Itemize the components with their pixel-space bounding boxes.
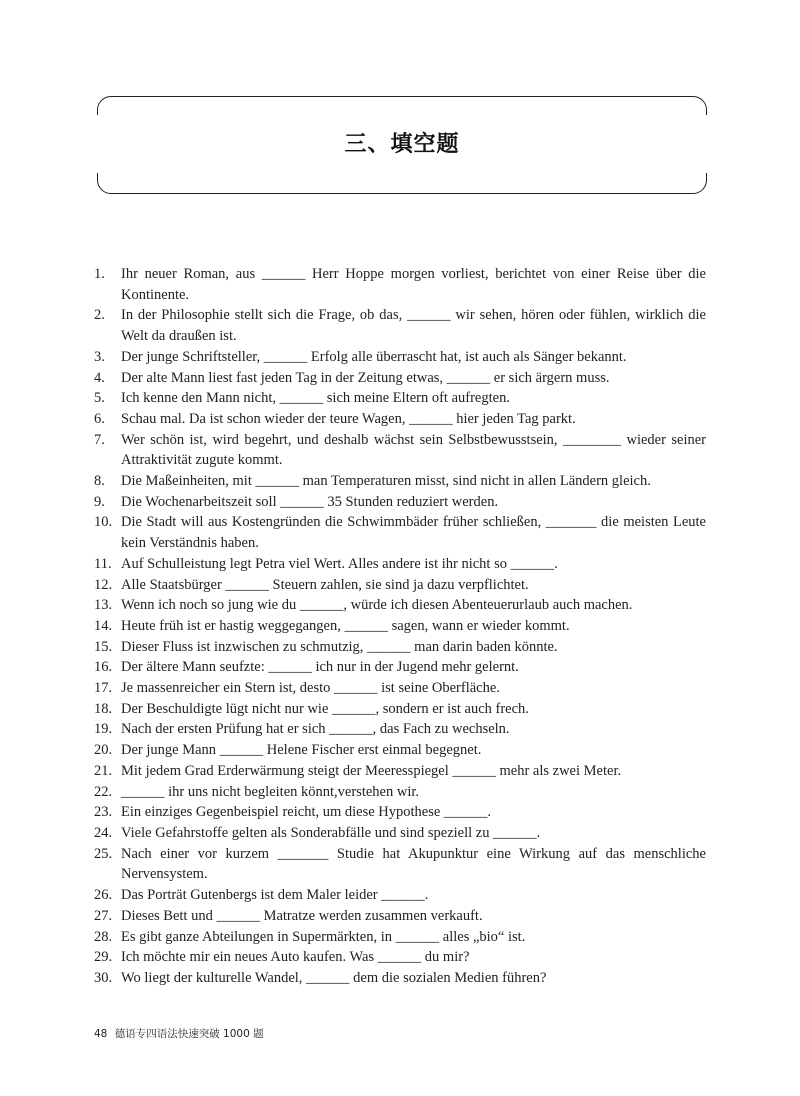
question-number: 27. <box>94 907 113 924</box>
question-number: 22. <box>94 783 113 800</box>
question-text: Ein einziges Gegenbeispiel reicht, um diese Hypothese ______. <box>121 804 492 821</box>
page-footer <box>94 1026 264 1041</box>
question-number: 16. <box>94 659 113 676</box>
question-number: 17. <box>94 680 113 697</box>
question-item <box>94 264 706 305</box>
question-text: Mit jedem Grad Erderwärmung steigt der Meeresspiegel ______ mehr als zwei Meter. <box>121 762 622 779</box>
question-item <box>94 554 706 575</box>
question-text: Die Stadt will aus Kostengründen die Schwimmbäder früher schließen, _______ die meisten Leute kein Verständnis haben. <box>121 514 706 552</box>
question-number: 12. <box>94 576 113 593</box>
question-text: In der Philosophie stellt sich die Frage, ob das, ______ wir sehen, hören oder fühlen, wirklich die Welt da draußen ist. <box>121 307 706 345</box>
question-text: Alle Staatsbürger ______ Steuern zahlen, sie sind ja dazu verpflichtet. <box>121 576 529 593</box>
question-number: 11. <box>94 555 112 572</box>
question-text: Heute früh ist er hastig weggegangen, ______ sagen, wann er wieder kommt. <box>121 617 570 634</box>
book-title: 德语专四语法快速突破 1000 题 <box>114 1028 264 1040</box>
question-text: Es gibt ganze Abteilungen in Supermärkten, in ______ alles „bio“ ist. <box>121 928 526 945</box>
question-number: 26. <box>94 887 113 904</box>
question-item <box>94 492 706 513</box>
question-text: Je massenreicher ein Stern ist, desto ______ ist seine Oberfläche. <box>121 680 500 697</box>
question-text: Schau mal. Da ist schon wieder der teure Wagen, ______ hier jeden Tag parkt. <box>121 410 576 427</box>
section-title: 三、填空题 <box>344 132 460 157</box>
question-number: 20. <box>94 742 113 759</box>
page-number: 48 <box>94 1028 108 1040</box>
question-item <box>94 699 706 720</box>
question-number: 9. <box>94 493 105 510</box>
question-number: 30. <box>94 969 113 986</box>
question-item <box>94 409 706 430</box>
question-number: 3. <box>94 348 105 365</box>
question-number: 23. <box>94 804 113 821</box>
question-text: ______ ihr uns nicht begleiten könnt,verstehen wir. <box>121 783 420 800</box>
question-text: Der alte Mann liest fast jeden Tag in der Zeitung etwas, ______ er sich ärgern muss. <box>121 369 610 386</box>
question-item <box>94 595 706 616</box>
question-item <box>94 782 706 803</box>
question-text: Ihr neuer Roman, aus ______ Herr Hoppe morgen vorliest, berichtet von einer Reise über die Kontinente. <box>121 266 706 303</box>
question-text: Der junge Schriftsteller, ______ Erfolg alle überrascht hat, ist auch als Sänger bekannt. <box>121 348 627 365</box>
question-item <box>94 947 706 968</box>
question-number: 1. <box>94 266 105 282</box>
question-text: Ich möchte mir ein neues Auto kaufen. Was ______ du mir? <box>121 949 470 966</box>
question-item <box>94 657 706 678</box>
question-text: Die Maßeinheiten, mit ______ man Temperaturen misst, sind nicht in allen Ländern gleich. <box>121 473 651 490</box>
question-item <box>94 512 706 553</box>
question-number: 7. <box>94 431 105 448</box>
section-title-box <box>97 96 707 194</box>
question-number: 25. <box>94 845 113 862</box>
question-text: Der junge Mann ______ Helene Fischer erst einmal begegnet. <box>121 742 482 759</box>
question-item <box>94 719 706 740</box>
question-number: 29. <box>94 949 113 966</box>
question-number: 21. <box>94 762 113 779</box>
question-text: Auf Schulleistung legt Petra viel Wert. Alles andere ist ihr nicht so ______. <box>121 555 558 572</box>
question-number: 14. <box>94 617 113 634</box>
question-item <box>94 616 706 637</box>
question-item <box>94 388 706 409</box>
question-text: Wo liegt der kulturelle Wandel, ______ dem die sozialen Medien führen? <box>121 969 547 986</box>
question-item <box>94 927 706 948</box>
question-text: Wenn ich noch so jung wie du ______, würde ich diesen Abenteuerurlaub auch machen. <box>121 597 633 614</box>
question-number: 18. <box>94 700 113 717</box>
question-item <box>94 802 706 823</box>
question-number: 13. <box>94 597 113 614</box>
question-item <box>94 678 706 699</box>
question-number: 19. <box>94 721 113 738</box>
question-number: 2. <box>94 307 105 324</box>
question-text: Dieser Fluss ist inzwischen zu schmutzig, ______ man darin baden könnte. <box>121 638 558 655</box>
question-item <box>94 761 706 782</box>
question-number: 28. <box>94 928 113 945</box>
question-text: Nach einer vor kurzem _______ Studie hat Akupunktur eine Wirkung auf das menschliche Nervensystem. <box>121 845 706 883</box>
question-text: Nach der ersten Prüfung hat er sich ______, das Fach zu wechseln. <box>121 721 510 738</box>
question-number: 24. <box>94 824 113 841</box>
question-item <box>94 968 706 989</box>
question-number: 8. <box>94 473 105 490</box>
question-item <box>94 740 706 761</box>
question-item <box>94 823 706 844</box>
question-text: Der Beschuldigte lügt nicht nur wie ______, sondern er ist auch frech. <box>121 700 529 717</box>
question-text: Das Porträt Gutenbergs ist dem Maler leider ______. <box>121 887 429 904</box>
question-number: 10. <box>94 514 113 531</box>
question-item <box>94 637 706 658</box>
question-item <box>94 575 706 596</box>
question-number: 4. <box>94 369 105 386</box>
question-item <box>94 347 706 368</box>
question-number: 5. <box>94 390 105 407</box>
question-item <box>94 305 706 346</box>
question-number: 6. <box>94 410 105 427</box>
question-item <box>94 471 706 492</box>
question-list <box>94 264 706 989</box>
question-text: Dieses Bett und ______ Matratze werden zusammen verkauft. <box>121 907 483 924</box>
question-item <box>94 430 706 471</box>
question-item <box>94 368 706 389</box>
question-item <box>94 906 706 927</box>
question-item <box>94 844 706 885</box>
question-text: Die Wochenarbeitszeit soll ______ 35 Stunden reduziert werden. <box>121 493 499 510</box>
question-text: Der ältere Mann seufzte: ______ ich nur in der Jugend mehr gelernt. <box>121 659 519 676</box>
question-number: 15. <box>94 638 113 655</box>
question-text: Wer schön ist, wird begehrt, und deshalb wächst sein Selbstbewusstsein, ________ wieder seiner Attraktivität zugute kommt. <box>121 431 706 469</box>
question-text: Viele Gefahrstoffe gelten als Sonderabfälle und sind speziell zu ______. <box>121 824 541 841</box>
question-item <box>94 885 706 906</box>
question-text: Ich kenne den Mann nicht, ______ sich meine Eltern oft aufregten. <box>121 390 510 407</box>
